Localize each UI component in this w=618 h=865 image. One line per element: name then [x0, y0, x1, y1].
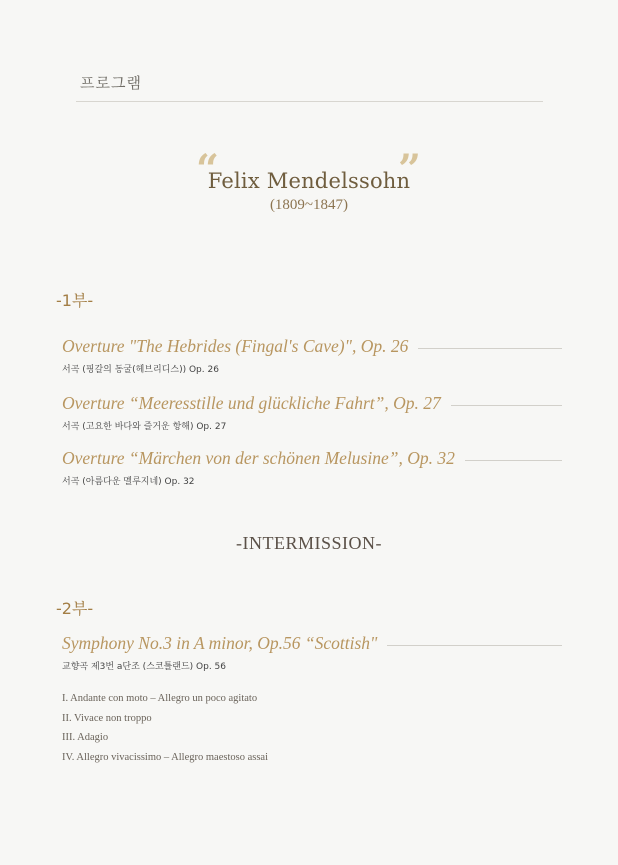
- part2-label: -2부-: [56, 599, 94, 618]
- piece-subtitle: 서곡 (아름다운 멜루지네) Op. 32: [62, 477, 195, 487]
- composer-block: [0, 146, 618, 214]
- program-header: [76, 72, 543, 102]
- piece-title: Overture “Meeresstille und glückliche Fahrt”, Op. 27: [62, 393, 441, 413]
- movement-item: II. Vivace non troppo: [62, 712, 152, 724]
- movement-item: I. Andante con moto – Allegro un poco agitato: [62, 693, 258, 704]
- piece-subtitle: 서곡 (고요한 바다와 즐거운 항해) Op. 27: [62, 422, 227, 432]
- part1-label: -1부-: [56, 291, 94, 310]
- program-title: 프로그램: [80, 74, 142, 92]
- composer-years: (1809~1847): [269, 197, 349, 213]
- piece-melusine: [62, 448, 562, 487]
- piece-title: Overture "The Hebrides (Fingal's Cave)", Op. 26: [62, 336, 409, 356]
- divider-line: [387, 645, 562, 646]
- piece-subtitle: 서곡 (핑갈의 동굴(헤브리디스)) Op. 26: [62, 365, 219, 375]
- intermission-label: -INTERMISSION-: [236, 533, 382, 553]
- close-quote-icon: ”: [398, 146, 422, 193]
- piece-subtitle: 교향곡 제3번 a단조 (스코틀랜드) Op. 56: [62, 662, 227, 672]
- movement-list: [62, 691, 268, 769]
- divider-line: [418, 348, 562, 349]
- piece-title: Overture “Märchen von der schönen Melusine”, Op. 32: [62, 448, 455, 468]
- piece-title: Symphony No.3 in A minor, Op.56 “Scottish": [62, 633, 378, 653]
- divider-line: [465, 460, 562, 461]
- piece-scottish: [62, 633, 562, 672]
- open-quote-icon: “: [196, 146, 220, 193]
- movement-item: IV. Allegro vivacissimo – Allegro maestoso assai: [62, 751, 268, 763]
- piece-meeresstille: [62, 393, 562, 432]
- composer-name: Felix Mendelssohn: [207, 169, 411, 193]
- piece-hebrides: [62, 336, 562, 375]
- movement-item: III. Adagio: [62, 732, 109, 743]
- divider-line: [451, 405, 562, 406]
